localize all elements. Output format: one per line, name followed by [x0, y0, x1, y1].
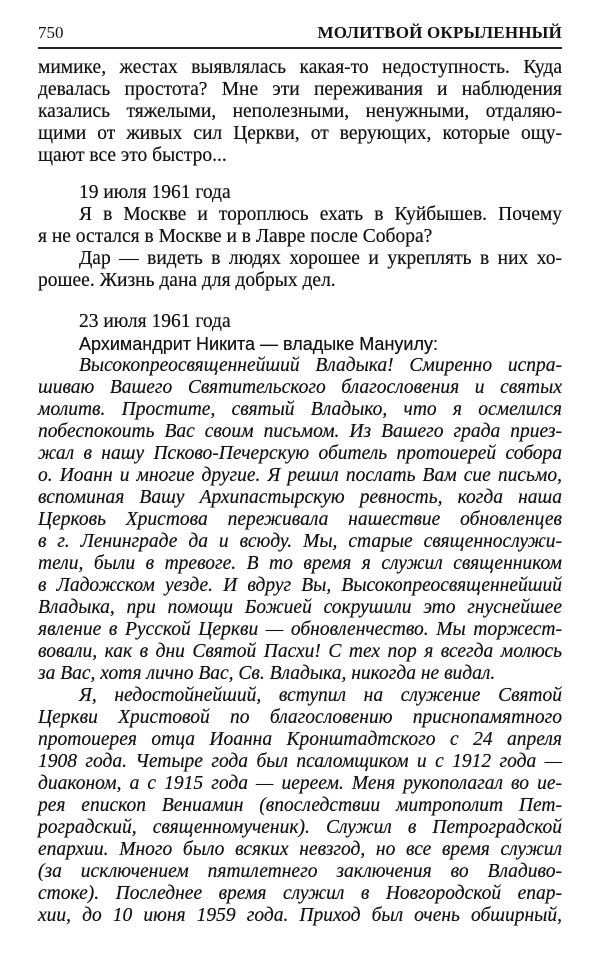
page-number: 750 — [38, 23, 64, 42]
text-line: 23 июля 1961 года — [79, 311, 231, 332]
text-line: 1908 года. Четыре года был псаломщиком и с 1912 года — — [38, 751, 562, 772]
paragraph — [38, 311, 562, 333]
text-line: щают все это быстро... — [38, 145, 227, 166]
text-line: Я, недостойнейший, вступил на служение Святой — [79, 685, 562, 706]
text-line: Высокопреосвященнейший Владыка! Смиренно испра- — [79, 355, 562, 376]
text-line: казались тяжелыми, неполезными, ненужными, отдаляю- — [38, 101, 562, 122]
section-2 — [38, 311, 562, 927]
text-line: о. Иоанн и многие другие. Я решил послать Вам сие письмо, — [38, 465, 562, 486]
text-line: за Вас, хотя лично Вас, Св. Владыка, никогда не видал. — [38, 663, 496, 684]
text-line: Церковь Христова переживала нашествие обновленцев — [38, 509, 562, 530]
text-line: в г. Ленинграде да и всюду. Мы, старые священнослужи- — [38, 531, 562, 552]
text-line: 19 июля 1961 года — [79, 182, 231, 203]
text-line: Дар — видеть в людях хорошее и укреплять в них хо- — [79, 248, 562, 269]
paragraph — [38, 333, 562, 355]
paragraph — [38, 685, 562, 927]
text-line: рея епископ Вениамин (впоследствии митрополит Пет- — [38, 795, 562, 816]
text-line: протоиерея отца Иоанна Кронштадтского с 24 апреля — [38, 729, 562, 750]
text-line: молитв. Простите, святый Владыко, что я осмелился — [38, 399, 562, 420]
text-line: явление в Русской Церкви — обновленчество. Мы торжест- — [38, 619, 562, 640]
text-line: шиваю Вашего Святительского благословения и святых — [38, 377, 562, 398]
section-1 — [38, 182, 562, 292]
text-line: епархии. Много было всяких невзгод, но все время служил — [38, 839, 562, 860]
text-line: хии, до 10 июня 1959 года. Приход был очень обширный, — [38, 905, 562, 926]
section-0 — [38, 57, 562, 167]
text-line: побеспокоить Вас своим письмом. Из Вашего града приез- — [38, 421, 562, 442]
text-line: вовали, как в дни Святой Пасхи! С тех пор я всегда молюсь — [38, 641, 562, 662]
text-line: стоке). Последнее время служил в Новгородской епар- — [38, 883, 562, 904]
paragraph — [38, 57, 562, 167]
text-line: девалась простота? Мне эти переживания и наблюдения — [38, 79, 562, 100]
text-line: Церкви Христовой по благословению приснопамятного — [38, 707, 562, 728]
text-line: мимике, жестах выявлялась какая-то недоступность. Куда — [38, 57, 562, 78]
text-line: в Ладожском уезде. И вдруг Вы, Высокопреосвященнейший — [38, 575, 562, 596]
text-line: Архимандрит Никита — владыке Мануилу: — [79, 334, 438, 354]
text-line: вспоминая Вашу Архипастырскую ревность, когда наша — [38, 487, 562, 508]
text-line: рошее. Жизнь дана для добрых дел. — [38, 270, 336, 291]
text-line: роградский, священномученик). Служил в Петроградской — [38, 817, 562, 838]
paragraph — [38, 248, 562, 292]
text-line: Я в Москве и тороплюсь ехать в Куйбышев. Почему — [79, 204, 562, 225]
text-line: жал в нашу Псково-Печерскую обитель протоиерей собора — [38, 443, 562, 464]
paragraph — [38, 182, 562, 204]
running-title: МОЛИТВОЙ ОКРЫЛЕННЫЙ — [317, 23, 562, 42]
paragraph — [38, 204, 562, 248]
text-line: Владыка, при помощи Божией сокрушили это гнуснейшее — [38, 597, 562, 618]
text-line: щими от живых сил Церкви, от верующих, которые ощу- — [38, 123, 562, 144]
text-line: (за исключением пятилетнего заключения во Владиво- — [38, 861, 562, 882]
text-line: диаконом, а с 1915 года — иереем. Меня рукополагал во ие- — [38, 773, 562, 794]
text-line: тели, были в тревоге. В то время я служил священником — [38, 553, 562, 574]
paragraph — [38, 355, 562, 685]
header-rule — [38, 47, 562, 49]
text-line: я не остался в Москве и в Лавре после Собора? — [38, 226, 433, 247]
